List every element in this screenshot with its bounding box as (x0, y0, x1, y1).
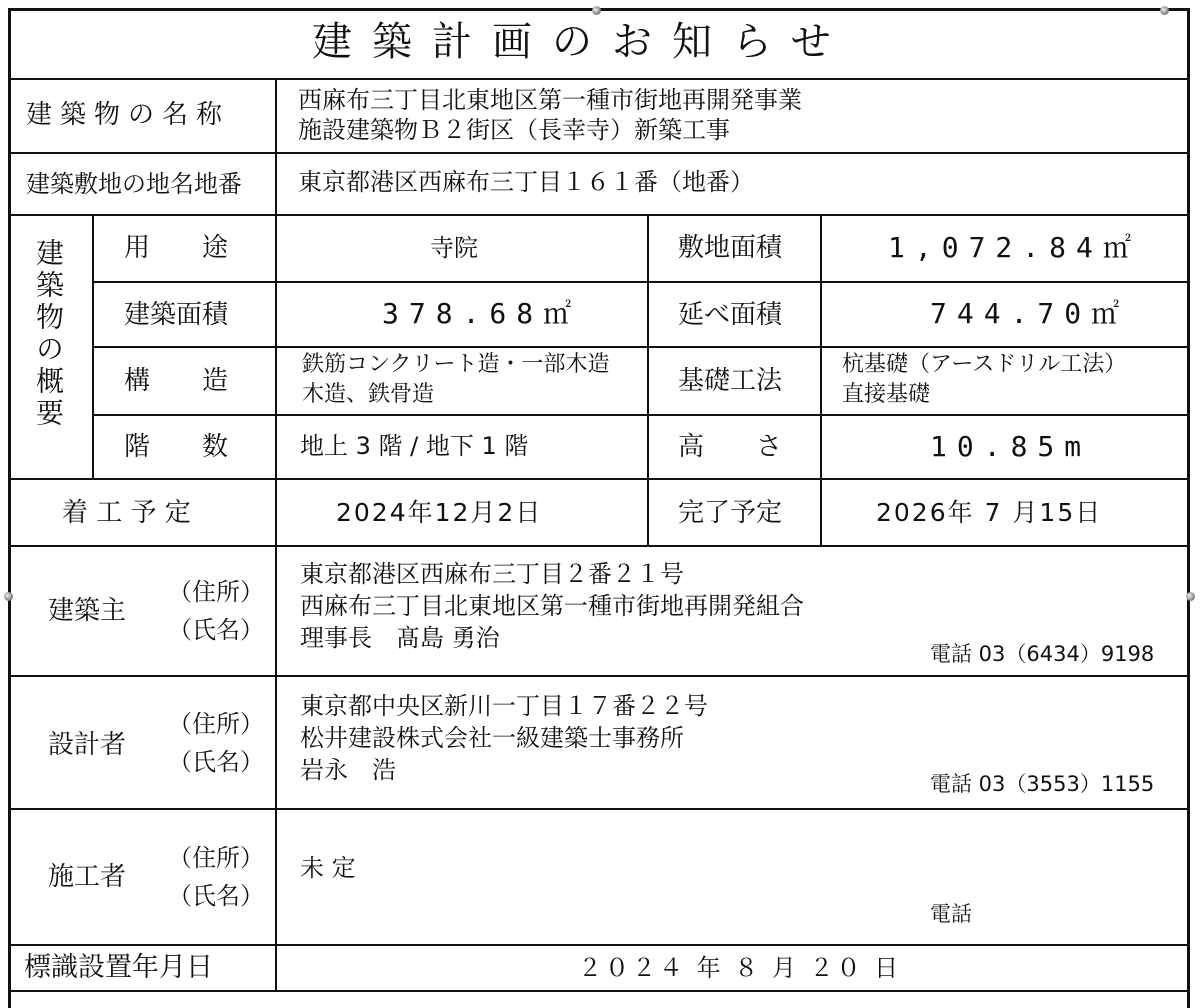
screw-icon (1160, 6, 1169, 15)
contractor-line1: 未 定 (300, 854, 356, 882)
floor-area-value: 744.70㎡ (930, 297, 1130, 330)
designer-address-tag: （住所） (168, 710, 264, 738)
site-area-value: 1,072.84㎡ (888, 231, 1141, 264)
designer-line1: 東京都中央区新川一丁目１７番２２号 (300, 692, 708, 720)
site-label: 建築敷地の地名地番 (26, 170, 242, 198)
owner-line3: 理事長 髙島 勇治 (300, 624, 500, 652)
height-label: 高 さ (678, 432, 783, 462)
structure-line1: 鉄筋コンクリート造・一部木造 (302, 352, 610, 377)
grid-line (8, 944, 1190, 946)
posted-label: 標識設置年月日 (24, 952, 213, 983)
grid-line (92, 414, 1190, 416)
floors-label: 階 数 (124, 432, 229, 462)
grid-line (647, 214, 649, 545)
floor-area-label: 延べ面積 (678, 300, 783, 330)
grid-line (92, 281, 1190, 283)
end-value: 2026年 7 月15日 (876, 498, 1103, 527)
owner-line2: 西麻布三丁目北東地区第一種市街地再開発組合 (300, 592, 804, 620)
use-value: 寺院 (430, 234, 478, 262)
grid-line (8, 78, 1190, 80)
building-area-value: 378.68㎡ (382, 297, 582, 330)
foundation-line2: 直接基礎 (842, 382, 931, 407)
owner-line1: 東京都港区西麻布三丁目２番２１号 (300, 560, 684, 588)
end-label: 完了予定 (678, 498, 783, 528)
start-label: 着 工 予 定 (62, 498, 191, 528)
screw-icon (4, 592, 13, 601)
owner-name-tag: （氏名） (168, 616, 264, 644)
height-value: 10.85m (930, 430, 1092, 463)
floors-value: 地上 3 階 / 地下 1 階 (300, 432, 529, 460)
grid-line (275, 78, 277, 992)
grid-line (92, 346, 1190, 348)
grid-line (8, 808, 1190, 810)
screw-icon (592, 6, 601, 15)
structure-line2: 木造、鉄骨造 (302, 382, 435, 407)
owner-phone: 電話 03（6434）9198 (930, 642, 1155, 666)
grid-line (92, 214, 94, 478)
grid-line (8, 675, 1190, 677)
grid-line (8, 545, 1190, 547)
grid-line (8, 214, 1190, 216)
designer-name-tag: （氏名） (168, 748, 264, 776)
foundation-line1: 杭基礎（アースドリル工法） (842, 352, 1127, 377)
building-name-line1: 西麻布三丁目北東地区第一種市街地再開発事業 (298, 86, 802, 114)
contractor-name-tag: （氏名） (168, 882, 264, 910)
overview-group-label: 建築物の概要 (32, 238, 65, 430)
building-name-line2: 施設建築物Ｂ２街区（長幸寺）新築工事 (298, 116, 730, 144)
page-title: 建築計画のお知らせ (312, 19, 851, 65)
structure-label: 構 造 (124, 366, 229, 396)
owner-label: 建築主 (48, 596, 127, 626)
use-label: 用 途 (124, 233, 229, 263)
posted-value: ２０２４ 年 ８ 月 ２０ 日 (578, 954, 902, 982)
contractor-address-tag: （住所） (168, 844, 264, 872)
grid-line (8, 478, 1190, 480)
grid-line (820, 214, 822, 545)
building-area-label: 建築面積 (124, 300, 229, 330)
screw-icon (1186, 592, 1195, 601)
contractor-phone: 電話 (930, 902, 972, 926)
owner-address-tag: （住所） (168, 578, 264, 606)
grid-line (8, 152, 1190, 154)
foundation-label: 基礎工法 (678, 366, 783, 396)
building-name-label: 建築物の名称 (26, 100, 231, 130)
contractor-label: 施工者 (48, 862, 127, 892)
designer-line2: 松井建設株式会社一級建築士事務所 (300, 724, 684, 752)
designer-label: 設計者 (48, 730, 127, 760)
site-area-label: 敷地面積 (678, 233, 783, 263)
start-value: 2024年12月2日 (336, 498, 543, 527)
site-value: 東京都港区西麻布三丁目１６１番（地番） (298, 168, 754, 196)
designer-phone: 電話 03（3553）1155 (930, 772, 1155, 796)
designer-line3: 岩永 浩 (300, 756, 396, 784)
grid-line (8, 990, 1190, 992)
